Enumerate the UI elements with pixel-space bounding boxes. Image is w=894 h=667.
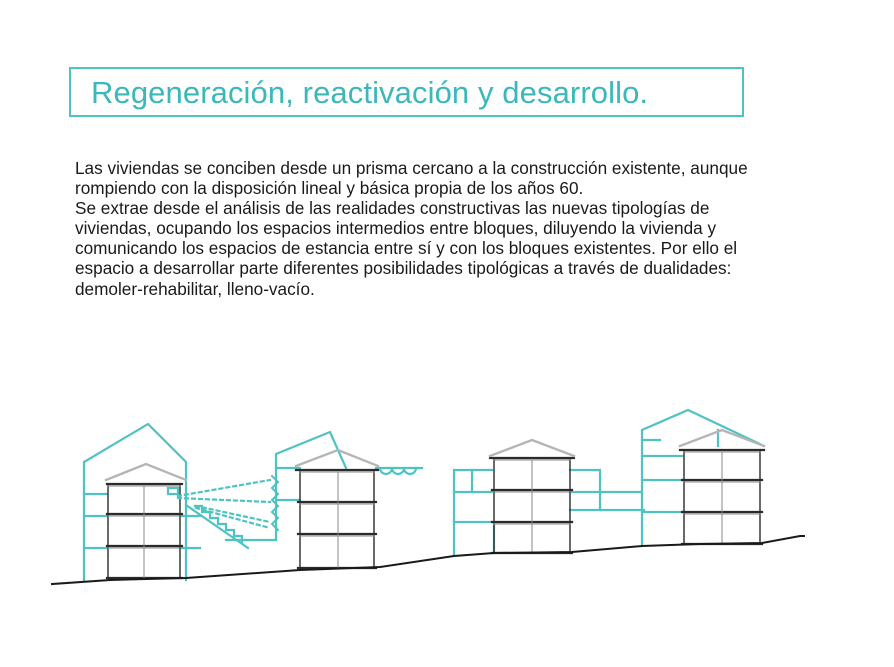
paragraph-2: Se extrae desde el análisis de las realidades constructivas las nuevas tipologías de viviendas, ocupando los espacios intermedios entre bloques, diluyendo la vivienda y comunicando los espacios de estancia entre sí y con los bloques existentes. Por ello el espacio a desarrollar parte diferentes posibilidades tipológicas a través de dualidades: demoler-rehabilitar, lleno-vacío. <box>75 198 738 299</box>
dotted-connection <box>178 480 270 528</box>
building-4 <box>642 410 760 546</box>
building-1-roof <box>106 464 186 480</box>
building-4-roof <box>680 430 764 446</box>
page-title: Regeneración, reactivación y desarrollo. <box>91 75 649 110</box>
building-2-roof <box>296 450 378 466</box>
paragraph-1: Las viviendas se conciben desde un prisma cercano a la construcción existente, aunque rompiendo con la disposición lineal y básica propia de los años 60. <box>75 158 748 199</box>
building-3-roof <box>490 440 574 456</box>
building-2 <box>226 432 422 540</box>
building-3 <box>454 470 644 555</box>
building-2-existing <box>296 470 378 568</box>
